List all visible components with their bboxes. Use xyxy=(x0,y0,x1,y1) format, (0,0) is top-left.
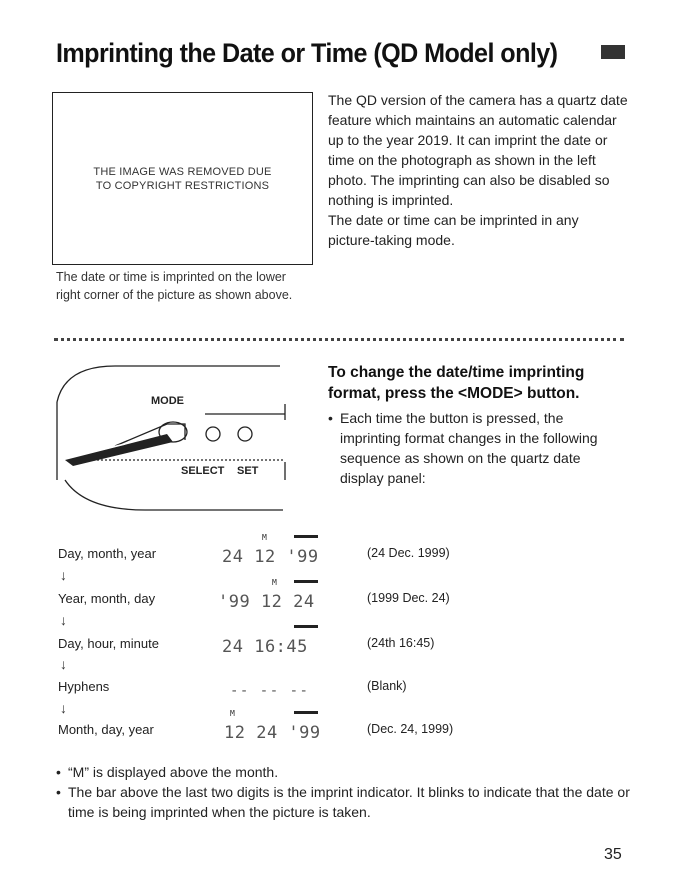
sequence-example-3: (24th 16:45) xyxy=(367,636,435,650)
lcd-text-2: '99 12 24 xyxy=(218,592,315,612)
month-marker-2: M xyxy=(272,578,277,587)
lcd-text-5: 12 24 '99 xyxy=(224,723,321,743)
mode-instructions xyxy=(328,362,618,488)
sequence-example-1: (24 Dec. 1999) xyxy=(367,546,450,560)
intro-text xyxy=(328,90,628,250)
intro-paragraph-1: The QD version of the camera has a quartz date feature which maintains an automatic calendar up to the year 2019. It can imprint the date or time on the photograph as shown in the left photo. The imprinting can also be disabled so nothing is imprinted. xyxy=(328,92,628,208)
imprint-indicator-bar-3 xyxy=(294,625,318,628)
sequence-label-1: Day, month, year xyxy=(58,546,157,561)
sequence-label-5: Month, day, year xyxy=(58,722,154,737)
set-label: SET xyxy=(237,465,259,477)
lcd-text-3: 24 16:45 xyxy=(222,637,308,657)
mode-instructions-bullet: • Each time the button is pressed, the imprinting format changes in the following sequence as shown on the quartz date display panel: xyxy=(328,408,618,488)
sequence-example-2: (1999 Dec. 24) xyxy=(367,591,450,605)
lcd-text-1: 24 12 '99 xyxy=(222,547,319,567)
imprint-indicator-bar-1 xyxy=(294,535,318,538)
dotted-divider xyxy=(54,338,624,341)
sequence-arrow-2: ↓ xyxy=(60,612,67,628)
imprint-indicator-bar-5 xyxy=(294,711,318,714)
page-title xyxy=(56,38,636,69)
image-removed-line-2: TO COPYRIGHT RESTRICTIONS xyxy=(95,180,270,192)
note-1: • “M” is displayed above the month. xyxy=(56,762,636,782)
lcd-text-4: -- -- -- xyxy=(230,683,310,699)
sequence-label-4: Hyphens xyxy=(58,679,110,694)
mode-label: MODE xyxy=(151,395,184,407)
lcd-display-5 xyxy=(212,703,332,743)
sequence-example-5: (Dec. 24, 1999) xyxy=(367,722,454,736)
sequence-arrow-3: ↓ xyxy=(60,656,67,672)
month-marker-5: M xyxy=(230,709,235,718)
sequence-arrow-1: ↓ xyxy=(60,567,67,583)
month-marker-1: M xyxy=(262,533,267,542)
image-removed-notice xyxy=(53,165,312,193)
intro-paragraph-2: The date or time can be imprinted in any picture-taking mode. xyxy=(328,212,579,248)
lcd-display-4 xyxy=(212,660,332,700)
image-caption: The date or time is imprinted on the lower right corner of the picture as shown above. xyxy=(56,270,293,302)
sequence-example-4: (Blank) xyxy=(367,679,407,693)
page-number: 35 xyxy=(604,846,622,863)
note-2: • The bar above the last two digits is the imprint indicator. It blinks to indicate that the date or time is being imprinted when the picture is taken. xyxy=(56,782,636,822)
section-marker xyxy=(601,45,625,59)
sequence-label-2: Year, month, day xyxy=(58,591,156,606)
sequence-label-3: Day, hour, minute xyxy=(58,636,159,651)
lcd-display-1 xyxy=(212,527,332,567)
lcd-display-3 xyxy=(212,617,332,657)
lcd-display-2 xyxy=(212,572,332,612)
imprint-indicator-bar-2 xyxy=(294,580,318,583)
mode-instructions-heading: To change the date/time imprinting format, press the <MODE> button. xyxy=(328,364,585,402)
sequence-arrow-4: ↓ xyxy=(60,700,67,716)
select-label: SELECT xyxy=(181,465,225,477)
image-removed-line-1: THE IMAGE WAS REMOVED DUE xyxy=(93,166,272,178)
page-title-text: Imprinting the Date or Time (QD Model only) xyxy=(56,38,558,68)
image-placeholder xyxy=(52,92,313,265)
camera-mode-button-illustration xyxy=(55,362,295,512)
notes xyxy=(56,762,636,822)
